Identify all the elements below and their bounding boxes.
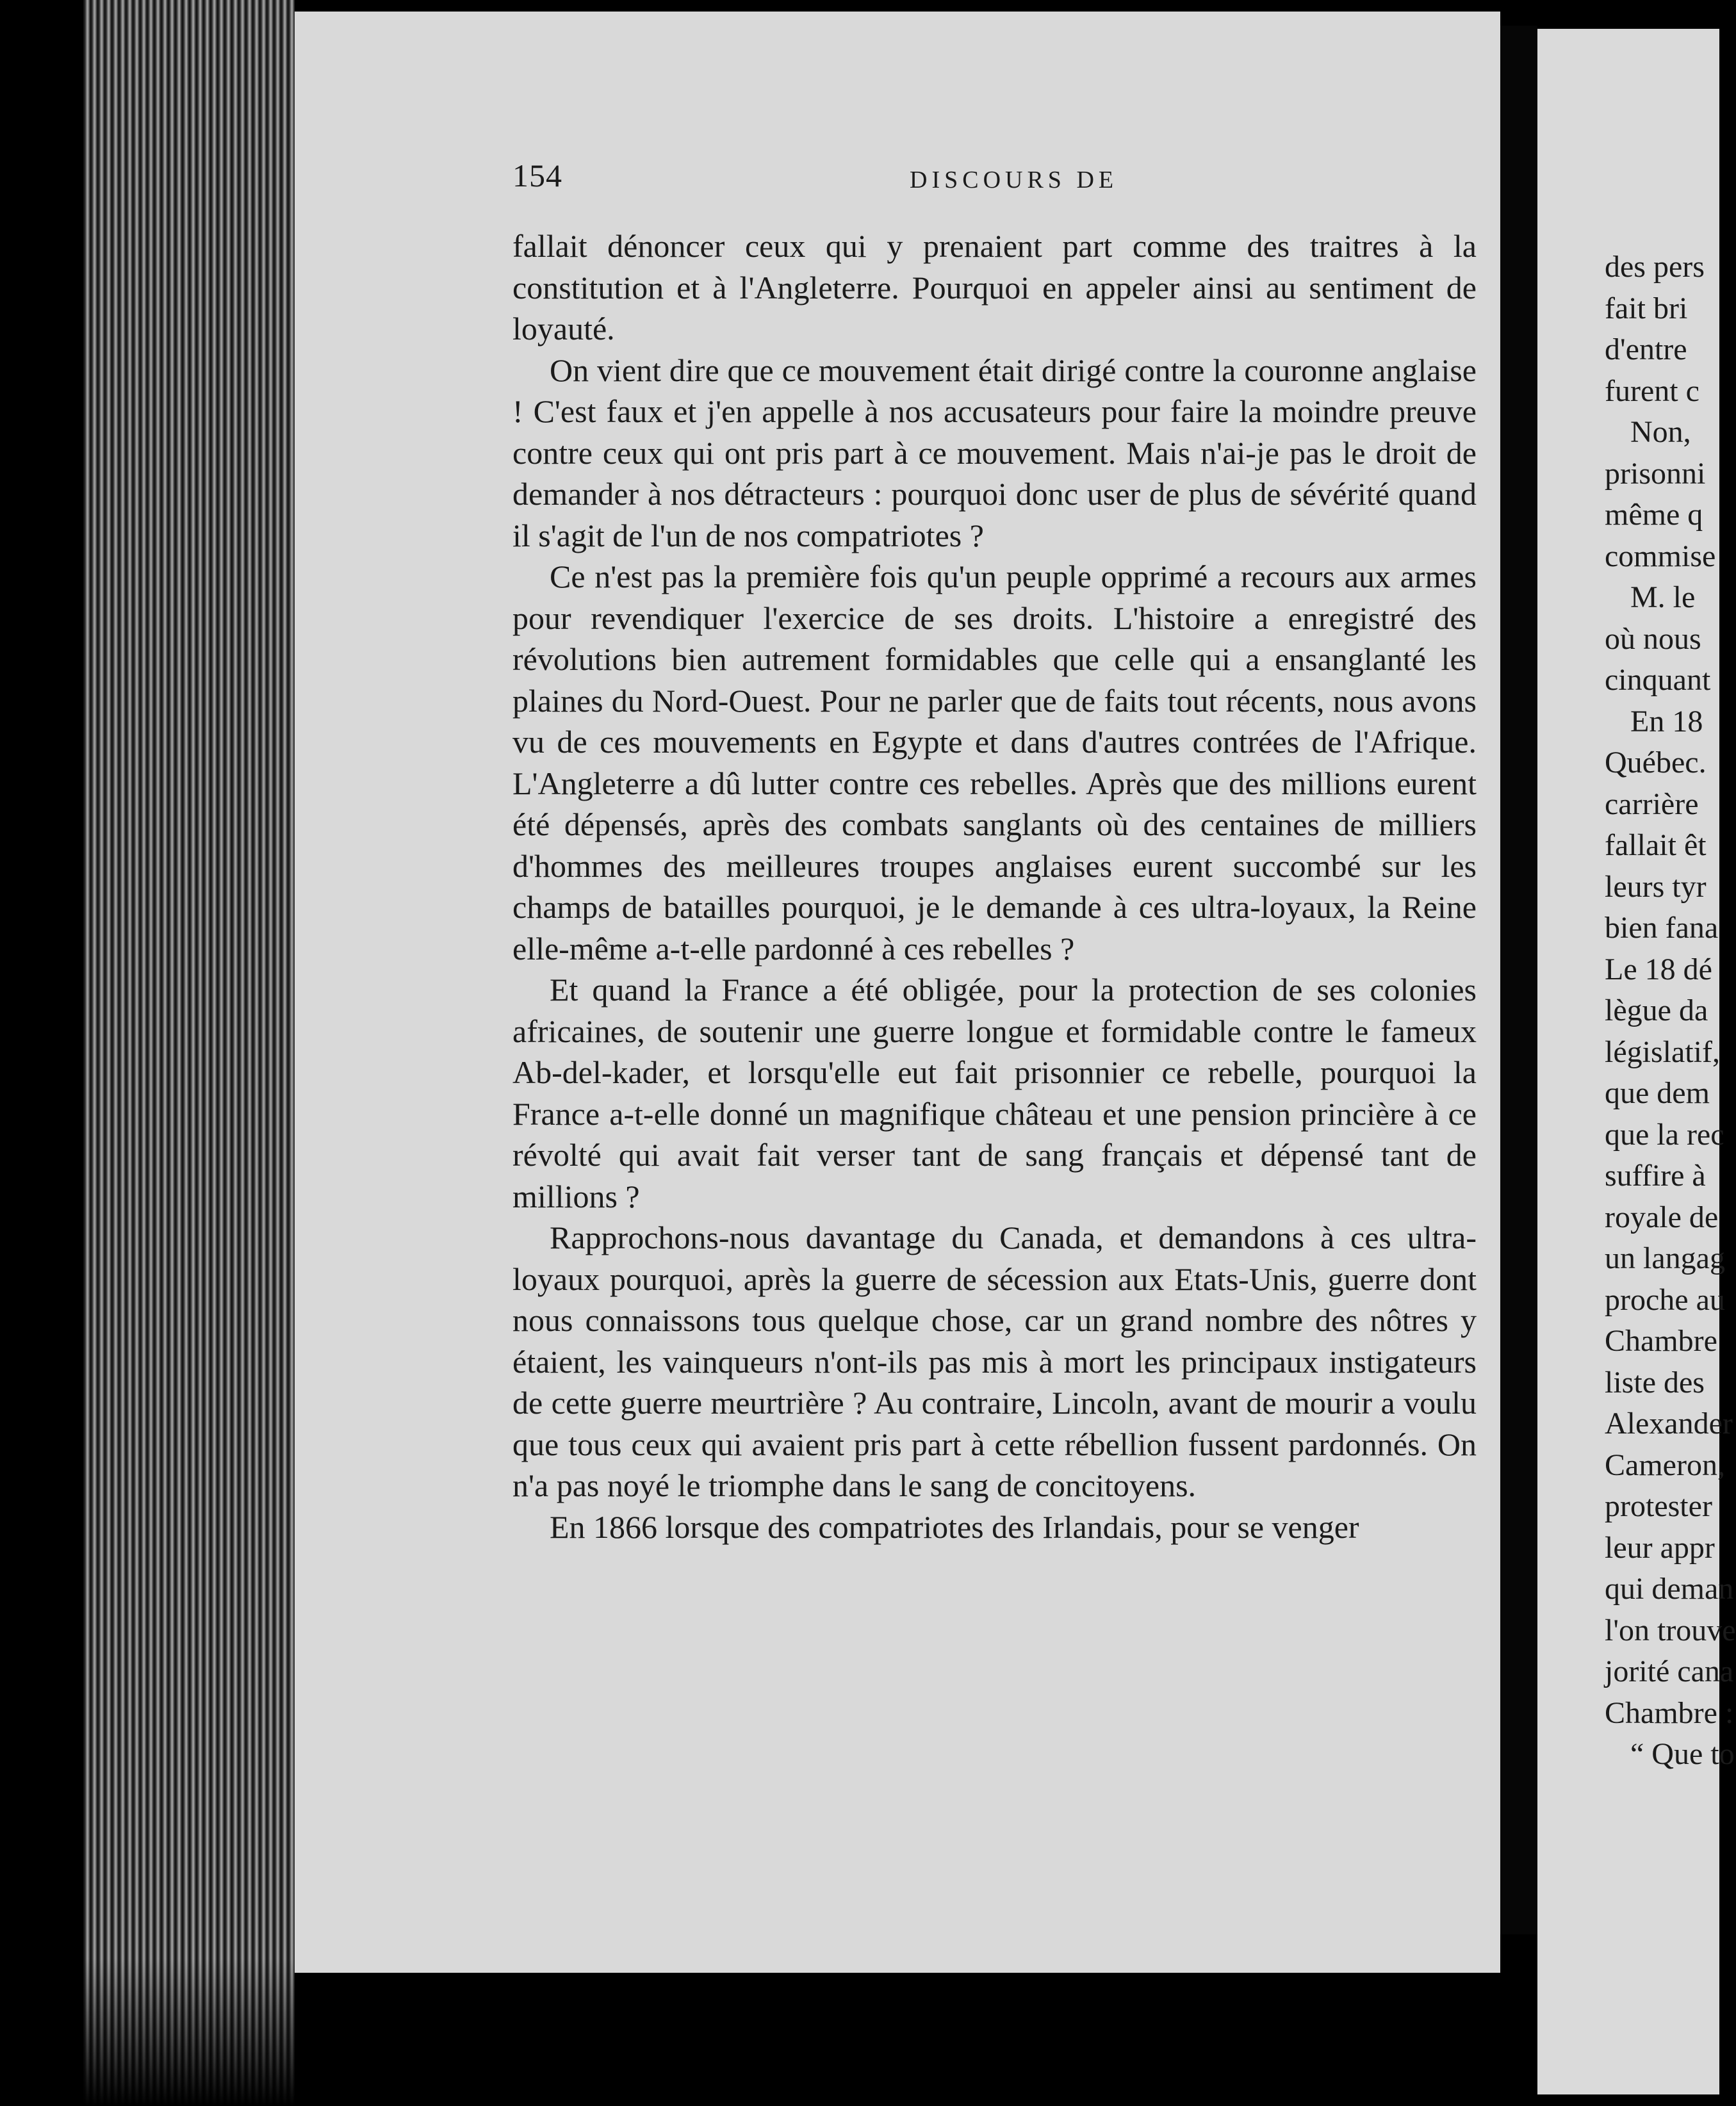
facing-line: cinquant bbox=[1605, 663, 1711, 697]
facing-line: Alexander bbox=[1605, 1407, 1733, 1441]
facing-line: prisonni bbox=[1605, 456, 1706, 491]
facing-line: Québec. bbox=[1605, 746, 1707, 780]
facing-line: bien fana bbox=[1605, 911, 1719, 945]
facing-line: royale de bbox=[1605, 1200, 1719, 1234]
facing-line: lègue da bbox=[1605, 993, 1708, 1027]
facing-line: furent c bbox=[1605, 373, 1699, 408]
running-title: DISCOURS DE bbox=[910, 167, 1118, 193]
facing-line: Le 18 dé bbox=[1605, 952, 1712, 986]
facing-line: que la rec bbox=[1605, 1117, 1724, 1152]
running-head bbox=[512, 157, 1480, 208]
page-number: 154 bbox=[512, 158, 562, 193]
facing-line: Non, bbox=[1630, 415, 1691, 449]
facing-line: même q bbox=[1605, 498, 1703, 532]
paragraph: fallait dénoncer ceux qui y prenaient part comme des traitres à la constitution et à l'Angleterre. Pourquoi en appeler ainsi au sentiment de loyauté. bbox=[512, 228, 1477, 347]
main-text-column bbox=[512, 225, 1477, 1547]
page-edges bbox=[83, 0, 295, 2106]
facing-line: protester bbox=[1605, 1489, 1712, 1523]
facing-line: suffire à bbox=[1605, 1159, 1706, 1193]
facing-line: carrière bbox=[1605, 787, 1699, 821]
facing-line: des pers bbox=[1605, 250, 1705, 284]
facing-line: fait bri bbox=[1605, 291, 1688, 325]
facing-line: Chambre bbox=[1605, 1324, 1717, 1358]
facing-line: fallait êt bbox=[1605, 828, 1707, 862]
facing-line: leur appr bbox=[1605, 1530, 1715, 1565]
facing-line: En 18 bbox=[1630, 704, 1703, 739]
paragraph: En 1866 lorsque des compatriotes des Irlandais, pour se venger bbox=[550, 1508, 1359, 1545]
facing-line: qui deman bbox=[1605, 1572, 1734, 1606]
facing-line: proche au bbox=[1605, 1282, 1725, 1317]
facing-line: l'on trouve bbox=[1605, 1613, 1736, 1647]
facing-line: un langag bbox=[1605, 1241, 1725, 1275]
paragraph: Ce n'est pas la première fois qu'un peuple opprimé a recours aux armes pour revendiquer l'exercice de ses droits. L'histoire a enregistré des révolutions bien autrement formidables que celle qui a ensanglanté les plaines du Nord-Ouest. Pour ne parler que de faits tout récents, nous avons vu de ces mouvements en Egypte et dans d'autres contrées de l'Afrique. L'Angleterre a dû lutter contre ces rebelles. Après que des millions eurent été dépensés, après des combats sanglants où des centaines de milliers d'hommes des meilleures troupes anglaises eurent succombé sur les champs de batailles pourquoi, je le demande à ces ultra-loyaux, la Reine elle-même a-t-elle pardonné à ces rebelles ? bbox=[512, 559, 1477, 967]
facing-line: Chambre : bbox=[1605, 1695, 1734, 1730]
facing-page-text bbox=[1605, 247, 1736, 1775]
facing-line: Cameron, bbox=[1605, 1448, 1725, 1482]
facing-line: jorité cana bbox=[1605, 1654, 1734, 1688]
facing-line: “ Que to bbox=[1630, 1737, 1735, 1771]
facing-line: leurs tyr bbox=[1605, 869, 1707, 904]
book-gutter bbox=[1500, 26, 1537, 1934]
paragraph: Rapprochons-nous davantage du Canada, et demandons à ces ultra-loyaux pourquoi, après la guerre de sécession aux Etats-Unis, guerre dont nous connaissons tous quelque chose, car un grand nombre des nôtres y étaient, les vainqueurs n'ont-ils pas mis à mort les principaux instigateurs de cette guerre meurtrière ? Au contraire, Lincoln, avant de mourir a voulu que tous ceux qui avaient pris part à cette rébellion fussent pardonnés. On n'a pas noyé le triomphe dans le sang de concitoyens. bbox=[512, 1220, 1477, 1503]
facing-line: commise bbox=[1605, 539, 1716, 573]
facing-line: liste des bbox=[1605, 1365, 1705, 1400]
facing-line: M. le bbox=[1630, 580, 1696, 614]
facing-line: législatif, bbox=[1605, 1034, 1720, 1069]
paragraph: Et quand la France a été obligée, pour la protection de ses colonies africaines, de soutenir une guerre longue et formidable contre le fameux Ab-del-kader, et lorsqu'elle eut fait prisonnier ce rebelle, pourquoi la France a-t-elle donné un magnifique château et une pension princière à ce révolté qui avait fait verser tant de sang français et dépensé tant de millions ? bbox=[512, 972, 1477, 1214]
facing-line: où nous bbox=[1605, 621, 1701, 656]
paragraph: On vient dire que ce mouvement était dirigé contre la couronne anglaise ! C'est faux et j'en appelle à nos accusateurs pour faire la moindre preuve contre ceux qui ont pris part à ce mouvement. Mais n'ai-je pas le droit de demander à nos détracteurs : pourquoi donc user de plus de sévérité quand il s'agit de l'un de nos compatriotes ? bbox=[512, 352, 1477, 553]
facing-line: que dem bbox=[1605, 1076, 1710, 1110]
facing-line: d'entre bbox=[1605, 332, 1687, 366]
